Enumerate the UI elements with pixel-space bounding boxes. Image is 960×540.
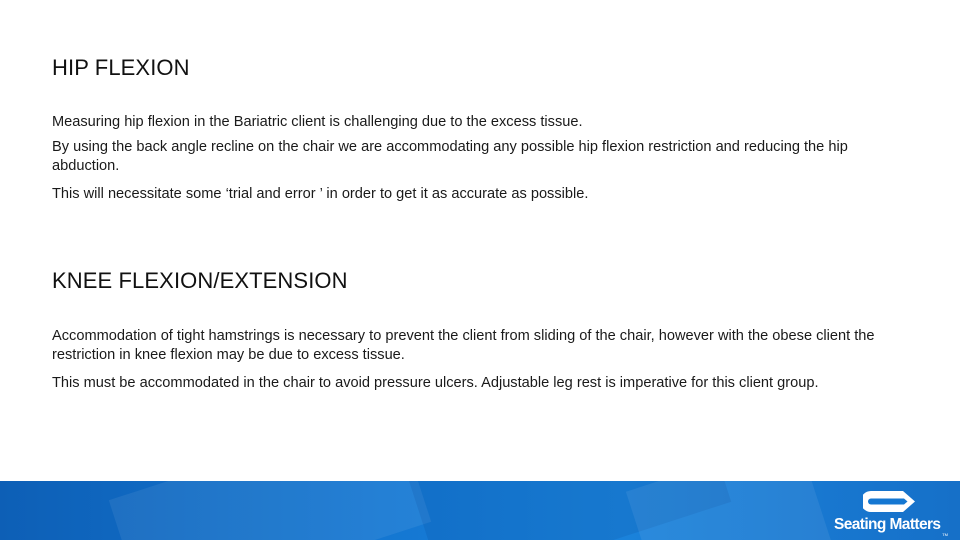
hip-paragraph-1: Measuring hip flexion in the Bariatric client is challenging due to the excess tissue. <box>52 114 583 130</box>
footer-streak <box>109 481 431 540</box>
footer-band <box>0 481 960 540</box>
seating-matters-logo <box>834 487 950 537</box>
hip-flexion-heading: HIP FLEXION <box>52 55 190 80</box>
knee-paragraph-1: Accommodation of tight hamstrings is necessary to prevent the client from sliding of the chair, however with the obese client the restriction in knee flexion may be due to excess tissue. <box>52 328 875 363</box>
arrow-icon <box>863 488 919 515</box>
hip-paragraph-2: By using the back angle recline on the chair we are accommodating any possible hip flexion restriction and reducing the hip abduction. <box>52 139 848 174</box>
trademark-mark: TM <box>942 532 948 537</box>
logo-text: Seating Matters <box>834 516 941 533</box>
hip-paragraph-3: This will necessitate some ‘trial and error ’ in order to get it as accurate as possible. <box>52 186 589 202</box>
knee-paragraph-2: This must be accommodated in the chair to avoid pressure ulcers. Adjustable leg rest is imperative for this client group. <box>52 375 819 391</box>
knee-flexion-heading: KNEE FLEXION/EXTENSION <box>52 268 348 293</box>
footer-streak <box>626 481 834 540</box>
